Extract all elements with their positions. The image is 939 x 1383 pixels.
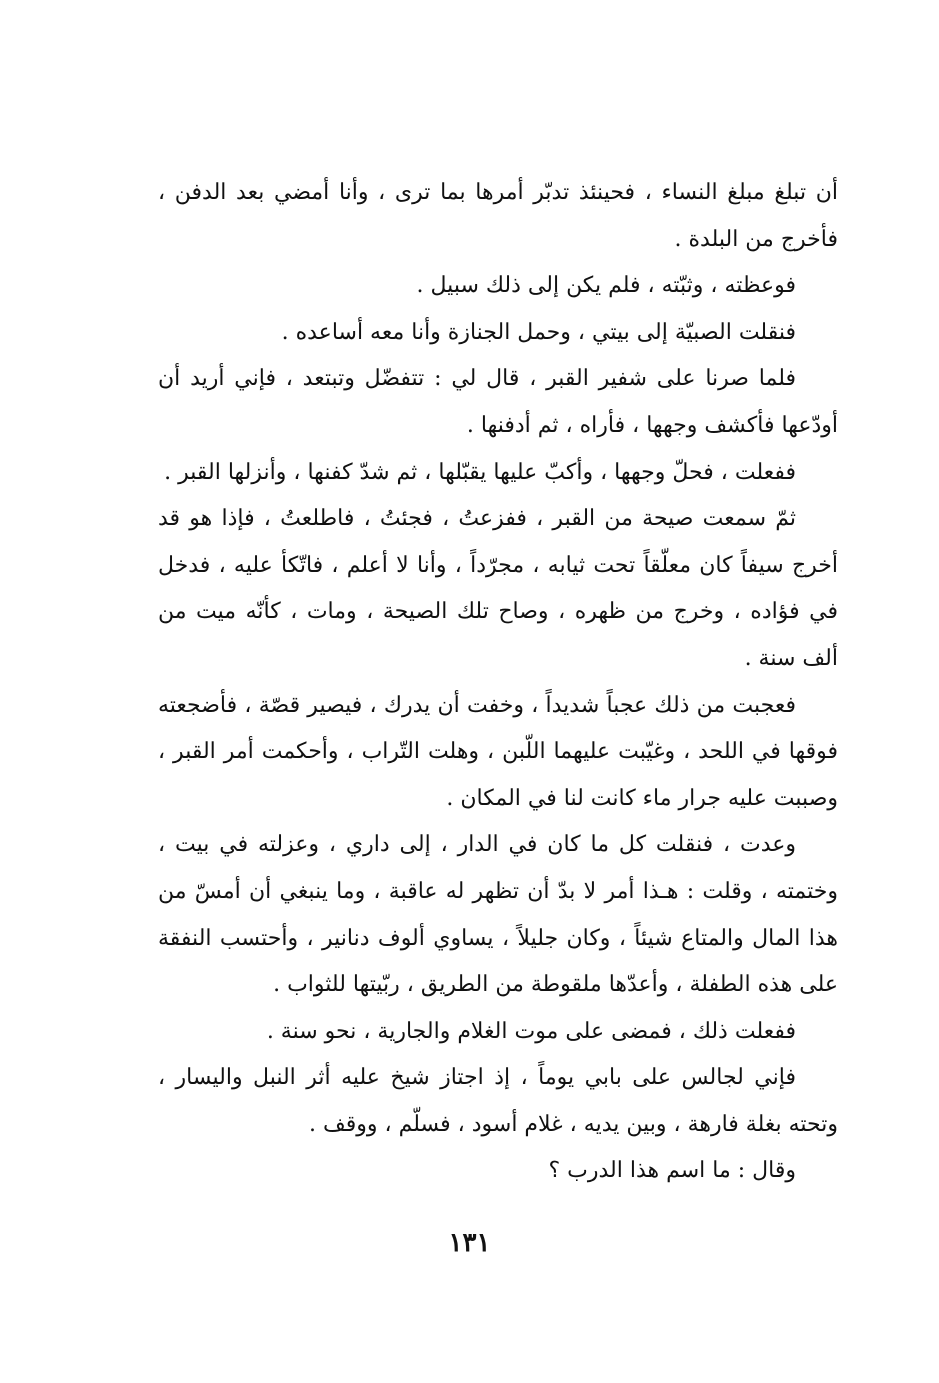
paragraph-7: فعجبت من ذلك عجباً شديداً ، وخفت أن يدرك ، فيصير قصّة ، فأضجعته فوقها في اللحد ، وغيّبت عليهما اللّبن ، وهلت التّراب ، وأحكمت أمر القبر ، وصببت عليه جرار ماء كانت لنا في المكان . — [158, 692, 838, 811]
paragraph-1: أن تبلغ مبلغ النساء ، فحينئذ تدبّر أمرها بما ترى ، وأنا أمضي بعد الدفن ، فأخرج من البلدة . — [158, 180, 838, 252]
paragraph-8: وعدت ، فنقلت كل ما كان في الدار ، إلى داري ، وعزلته في بيت ، وختمته ، وقلت : هـذا أمر لا بدّ أن تظهر له عاقبة ، وما ينبغي أن أمسّ من هذا المال والمتاع شيئاً ، وكان جليلاً ، يساوي ألوف دنانير ، وأحتسب النفقة على هذه الطفلة ، وأعدّها ملقوطة من الطريق ، ربّيتها للثواب . — [158, 832, 838, 998]
body-text — [158, 170, 838, 1195]
paragraph-11: وقال : ما اسم هذا الدرب ؟ — [548, 1158, 796, 1184]
paragraph-4: فلما صرنا على شفير القبر ، قال لي : تتفضّل وتبتعد ، فإني أريد أن أودّعها فأكشف وجهها ، فأراه ، ثم أدفنها . — [158, 366, 838, 438]
paragraph-3: فنقلت الصبيّة إلى بيتي ، وحمل الجنازة وأنا معه أساعده . — [281, 319, 796, 345]
page-number: ١٣١ — [448, 1228, 491, 1258]
paragraph-5: ففعلت ، فحلّ وجهها ، وأكبّ عليها يقبّلها ، ثم شدّ كفنها ، وأنزلها القبر . — [164, 459, 796, 485]
paragraph-9: ففعلت ذلك ، فمضى على موت الغلام والجارية ، نحو سنة . — [266, 1018, 796, 1044]
paragraph-2: فوعظته ، وثبّته ، فلم يكن إلى ذلك سبيل . — [416, 273, 796, 299]
paragraph-6: ثمّ سمعت صيحة من القبر ، ففزعتُ ، فجئتُ ، فاطلعتُ ، فإذا هو قد أخرج سيفاً كان معلّقاً تحت ثيابه ، مجرّداً ، وأنا لا أعلم ، فاتّكأ عليه ، فدخل في فؤاده ، وخرج من ظهره ، وصاح تلك الصيحة ، ومات ، كأنّه ميت من ألف سنة . — [158, 506, 838, 671]
paragraph-10: فإني لجالس على بابي يوماً ، إذ اجتاز شيخ عليه أثر النبل واليسار ، وتحته بغلة فارهة ، وبين يديه ، غلام أسود ، فسلّم ، ووقف . — [158, 1065, 838, 1137]
